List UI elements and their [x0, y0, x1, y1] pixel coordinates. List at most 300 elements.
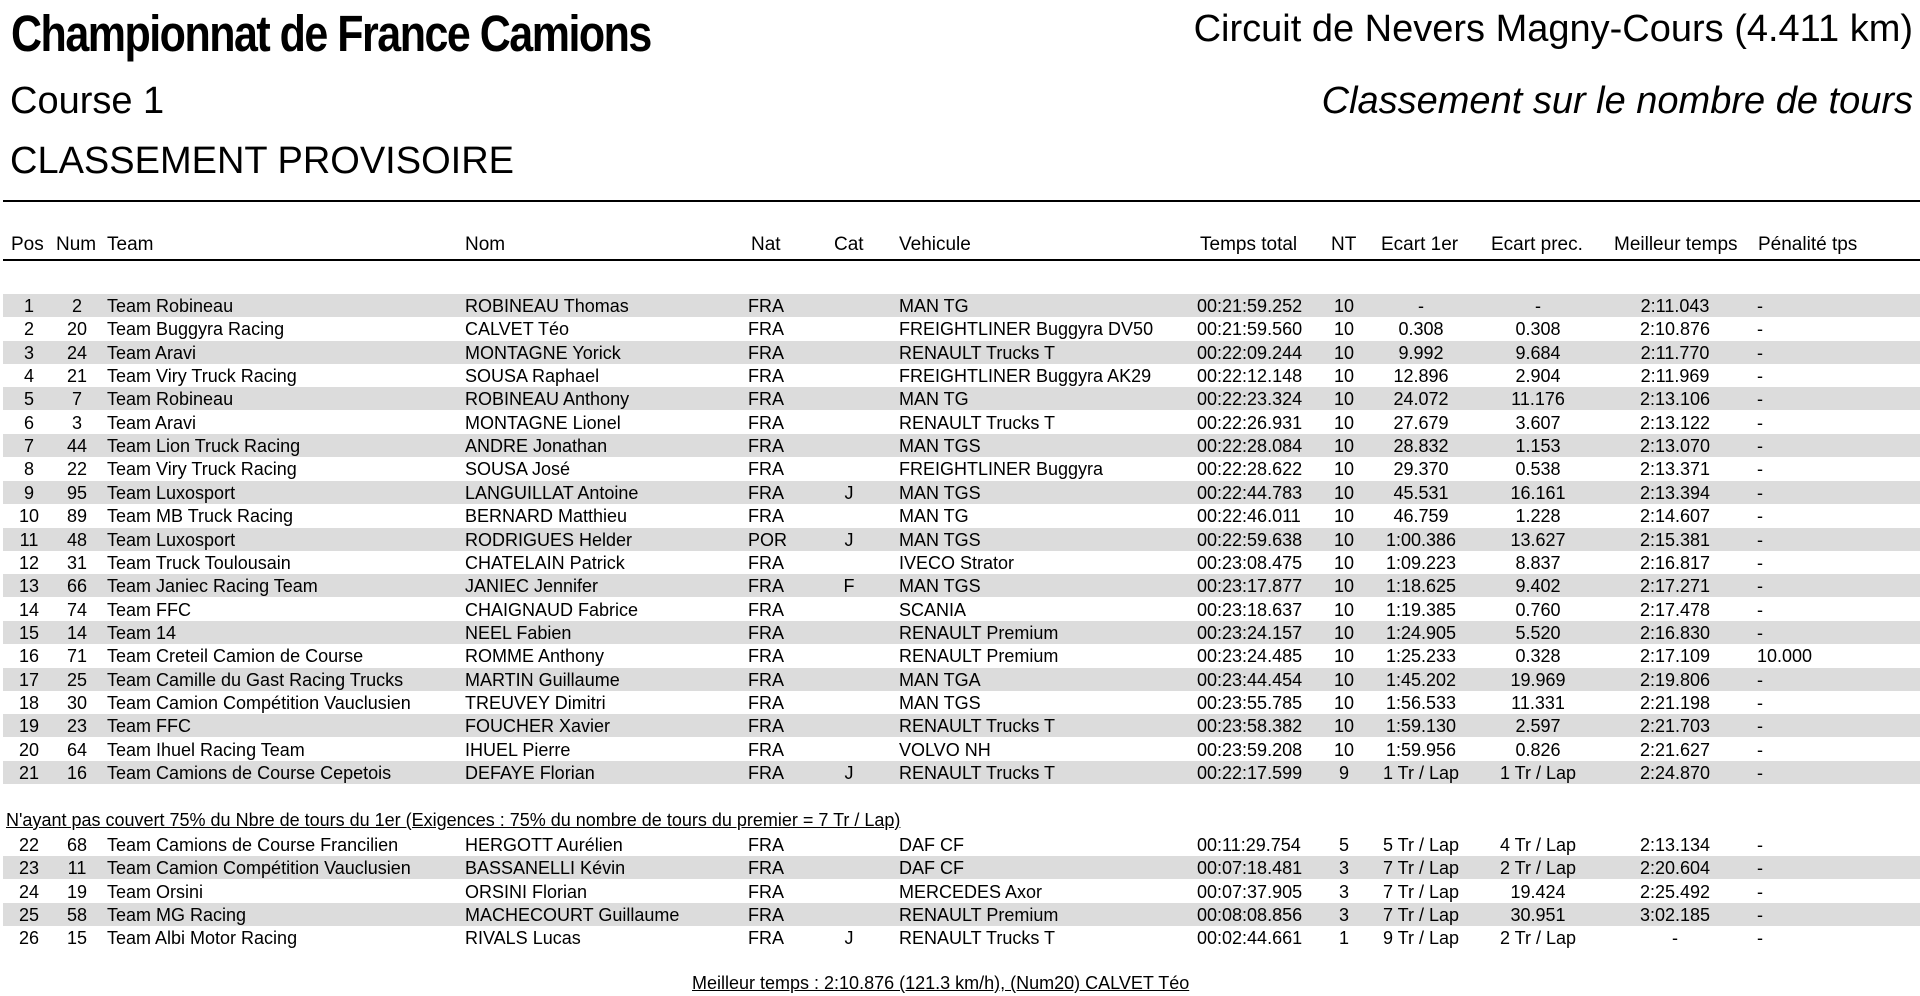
cell-ecart1: 1:18.625 [1385, 576, 1457, 597]
cell-vehicule: IVECO Strator [899, 552, 1015, 573]
cell-vehicule: MAN TGA [899, 669, 981, 690]
table-row [3, 364, 1920, 387]
cell-ecart1: 0.308 [1398, 319, 1444, 340]
table-row [3, 411, 1920, 434]
cell-nom: SOUSA José [465, 459, 571, 480]
cell-vehicule: RENAULT Trucks T [899, 928, 1056, 949]
cell-nat: FRA [748, 599, 784, 620]
table-row [3, 341, 1920, 364]
cell-meilleur: 2:14.607 [1639, 506, 1711, 527]
cell-pos: 21 [18, 763, 40, 783]
cell-ecartp: 2.597 [1515, 716, 1561, 737]
cell-meilleur: 2:24.870 [1639, 763, 1711, 783]
cell-nat: FRA [748, 622, 784, 643]
cell-pos: 1 [23, 296, 35, 316]
table-row [3, 903, 1920, 926]
cell-temps: 00:22:44.783 [1197, 482, 1303, 503]
cell-ecart1: 9 Tr / Lap [1382, 928, 1460, 949]
cell-nt: 10 [1333, 436, 1355, 457]
cell-pos: 17 [18, 669, 40, 690]
col-nt: NT [1331, 234, 1357, 255]
cell-ecartp: 16.161 [1510, 482, 1566, 503]
cell-nat: FRA [748, 506, 784, 527]
cell-temps: 00:22:12.148 [1197, 366, 1303, 387]
cell-team: Team Camion Compétition Vauclusien [107, 692, 411, 713]
table-row [3, 856, 1920, 879]
cell-temps: 00:11:29.754 [1197, 835, 1301, 855]
cell-pos: 8 [23, 459, 35, 480]
cell-nt: 10 [1333, 389, 1355, 410]
cell-nom: CHAIGNAUD Fabrice [465, 599, 639, 620]
cell-ecart1: 7 Tr / Lap [1382, 905, 1460, 926]
cell-nt: 5 [1338, 835, 1350, 855]
cell-nat: FRA [748, 763, 784, 783]
cell-temps: 00:23:44.454 [1197, 669, 1303, 690]
cell-pos: 11 [19, 529, 39, 550]
cell-vehicule: RENAULT Trucks T [899, 763, 1056, 783]
cell-ecartp: - [1535, 296, 1541, 316]
cell-pos: 2 [23, 319, 35, 340]
cell-ecartp: 11.331 [1511, 692, 1565, 713]
not-classified-note: N'ayant pas couvert 75% du Nbre de tours du 1er (Exigences : 75% du nombre de tours du premier = 7 Tr / Lap) [6, 810, 901, 830]
cell-num: 21 [66, 366, 88, 387]
cell-penalite: - [1757, 739, 1763, 760]
cell-meilleur: 2:10.876 [1639, 319, 1711, 340]
cell-num: 20 [66, 319, 88, 340]
table-row [3, 668, 1920, 691]
cell-ecartp: 0.826 [1515, 739, 1561, 760]
table-row [3, 926, 1920, 949]
cell-ecartp: 0.760 [1515, 599, 1561, 620]
col-team: Team [107, 234, 154, 255]
cell-ecart1: 46.759 [1393, 506, 1449, 527]
cell-vehicule: MAN TGS [899, 529, 981, 550]
table-row [3, 714, 1920, 737]
cell-team: Team FFC [107, 716, 192, 737]
table-row [3, 387, 1920, 410]
table-row [3, 317, 1920, 340]
cell-pos: 20 [18, 739, 40, 760]
cell-vehicule: DAF CF [899, 835, 964, 855]
cell-temps: 00:22:26.931 [1197, 412, 1303, 433]
cell-nom: ANDRE Jonathan [465, 436, 608, 457]
cell-vehicule: FREIGHTLINER Buggyra DV50 [899, 319, 1154, 340]
cell-ecart1: 27.679 [1393, 412, 1449, 433]
cell-num: 15 [66, 928, 88, 949]
cell-temps: 00:22:28.622 [1197, 459, 1303, 480]
cell-ecart1: 7 Tr / Lap [1382, 881, 1460, 902]
cell-pos: 7 [23, 436, 35, 457]
cell-num: 14 [66, 622, 88, 643]
cell-ecartp: 0.538 [1515, 459, 1561, 480]
cell-penalite: - [1757, 482, 1763, 503]
cell-temps: 00:23:18.637 [1197, 599, 1303, 620]
table-row [3, 598, 1920, 621]
col-vehicule: Vehicule [899, 234, 971, 255]
cell-team: Team Ihuel Racing Team [107, 739, 305, 760]
cell-pos: 26 [18, 928, 40, 949]
cell-nt: 3 [1338, 905, 1350, 926]
cell-pos: 15 [18, 622, 40, 643]
cell-num: 3 [71, 412, 83, 433]
cell-temps: 00:22:09.244 [1197, 342, 1303, 363]
cell-pos: 12 [18, 552, 40, 573]
cell-vehicule: RENAULT Trucks T [899, 412, 1056, 433]
cell-ecartp: 2.904 [1515, 366, 1561, 387]
cell-nt: 10 [1333, 552, 1355, 573]
cell-ecartp: 2 Tr / Lap [1499, 928, 1577, 949]
cell-nom: BERNARD Matthieu [465, 506, 628, 527]
table-row [3, 457, 1920, 480]
cell-team: Team MG Racing [107, 905, 247, 926]
cell-nt: 10 [1333, 366, 1355, 387]
cell-vehicule: RENAULT Trucks T [899, 342, 1056, 363]
cell-pos: 18 [18, 692, 40, 713]
cell-team: Team Viry Truck Racing [107, 459, 297, 480]
cell-penalite: - [1757, 366, 1763, 387]
cell-ecartp: 9.684 [1515, 342, 1561, 363]
cell-temps: 00:23:55.785 [1197, 692, 1303, 713]
cell-num: 19 [66, 881, 88, 902]
cell-nom: NEEL Fabien [465, 622, 572, 643]
cell-penalite: - [1757, 412, 1763, 433]
cell-nt: 9 [1338, 763, 1350, 783]
table-row [3, 294, 1920, 317]
cell-temps: 00:23:59.208 [1197, 739, 1303, 760]
cell-nat: FRA [748, 342, 784, 363]
cell-nom: ORSINI Florian [465, 881, 588, 902]
cell-meilleur: 3:02.185 [1639, 905, 1711, 926]
cell-nat: FRA [748, 436, 784, 457]
cell-nom: MARTIN Guillaume [465, 669, 620, 690]
cell-vehicule: MAN TGS [899, 692, 981, 713]
cell-vehicule: RENAULT Premium [899, 622, 1059, 643]
cell-meilleur: 2:21.198 [1639, 692, 1711, 713]
cell-meilleur: 2:17.109 [1639, 646, 1711, 667]
cell-nom: MONTAGNE Yorick [465, 342, 621, 363]
table-row [3, 574, 1920, 597]
cell-nom: FOUCHER Xavier [465, 716, 611, 737]
cell-temps: 00:21:59.252 [1197, 296, 1303, 316]
cell-ecart1: 1:59.130 [1385, 716, 1457, 737]
cell-nat: FRA [748, 928, 784, 949]
cell-meilleur: - [1672, 928, 1678, 949]
table-row [3, 481, 1920, 504]
cell-penalite: - [1757, 599, 1763, 620]
cell-ecart1: 29.370 [1393, 459, 1449, 480]
table-row [3, 833, 1920, 856]
cell-pos: 9 [23, 482, 35, 503]
cell-pos: 4 [23, 366, 35, 387]
cell-temps: 00:23:24.485 [1197, 646, 1303, 667]
cell-meilleur: 2:11.770 [1640, 342, 1710, 363]
cell-num: 11 [67, 858, 87, 879]
cell-team: Team Janiec Racing Team [107, 576, 318, 597]
cell-vehicule: DAF CF [899, 858, 964, 879]
table-row [3, 551, 1920, 574]
cell-nat: FRA [748, 905, 784, 926]
cell-temps: 00:08:08.856 [1197, 905, 1303, 926]
table-row [3, 528, 1920, 551]
cell-temps: 00:23:17.877 [1197, 576, 1303, 597]
cell-ecartp: 9.402 [1515, 576, 1561, 597]
cell-ecartp: 11.176 [1511, 389, 1565, 410]
cell-num: 68 [66, 835, 88, 855]
cell-num: 48 [66, 529, 88, 550]
cell-num: 30 [66, 692, 88, 713]
cell-nt: 10 [1333, 482, 1355, 503]
cell-meilleur: 2:13.394 [1639, 482, 1711, 503]
cell-team: Team Luxosport [107, 482, 236, 503]
table-row [3, 761, 1920, 784]
cell-meilleur: 2:16.830 [1639, 622, 1711, 643]
cell-nat: FRA [748, 716, 784, 737]
cell-cat: J [844, 529, 854, 550]
cell-penalite: - [1757, 552, 1763, 573]
cell-meilleur: 2:13.070 [1639, 436, 1711, 457]
cell-nom: BASSANELLI Kévin [465, 858, 626, 879]
cell-nom: ROBINEAU Thomas [465, 296, 629, 316]
table-row [3, 738, 1920, 761]
cell-team: Team MB Truck Racing [107, 506, 294, 527]
cell-penalite: - [1757, 389, 1763, 410]
cell-penalite: - [1757, 905, 1763, 926]
cell-nom: RIVALS Lucas [465, 928, 581, 949]
cell-nat: POR [748, 529, 788, 550]
cell-vehicule: MAN TGS [899, 482, 981, 503]
cell-nom: ROBINEAU Anthony [465, 389, 630, 410]
cell-vehicule: FREIGHTLINER Buggyra [899, 459, 1104, 480]
cell-ecartp: 8.837 [1515, 552, 1561, 573]
cell-nom: MONTAGNE Lionel [465, 412, 621, 433]
cell-nt: 10 [1333, 296, 1355, 316]
cell-vehicule: FREIGHTLINER Buggyra AK29 [899, 366, 1152, 387]
classification-status: CLASSEMENT PROVISOIRE [10, 140, 514, 182]
cell-ecartp: 1 Tr / Lap [1499, 763, 1577, 783]
cell-num: 25 [66, 669, 88, 690]
cell-num: 89 [66, 506, 88, 527]
cell-ecart1: 7 Tr / Lap [1382, 858, 1460, 879]
cell-team: Team Camille du Gast Racing Trucks [107, 669, 404, 690]
cell-nt: 10 [1333, 622, 1355, 643]
cell-penalite: - [1757, 622, 1763, 643]
cell-pos: 16 [18, 646, 40, 667]
cell-team: Team Aravi [107, 342, 197, 363]
cell-cat: J [844, 763, 854, 783]
race-name: Course 1 [10, 80, 165, 122]
cell-ecartp: 1.153 [1515, 436, 1561, 457]
cell-penalite: - [1757, 506, 1763, 527]
cell-nat: FRA [748, 669, 784, 690]
col-ecart1: Ecart 1er [1381, 234, 1459, 255]
cell-vehicule: MERCEDES Axor [899, 881, 1043, 902]
header-divider [3, 259, 1920, 261]
cell-num: 66 [66, 576, 88, 597]
cell-ecart1: 1:19.385 [1385, 599, 1457, 620]
table-row [3, 644, 1920, 667]
cell-penalite: - [1757, 342, 1763, 363]
cell-nat: FRA [748, 296, 784, 316]
col-cat: Cat [834, 234, 864, 255]
cell-nat: FRA [748, 366, 784, 387]
cell-ecart1: 1:00.386 [1385, 529, 1457, 550]
cell-num: 71 [66, 646, 88, 667]
cell-team: Team Creteil Camion de Course [107, 646, 364, 667]
cell-penalite: - [1757, 928, 1763, 949]
cell-nat: FRA [748, 482, 784, 503]
championship-title: Championnat de France Camions [11, 6, 651, 63]
cell-ecart1: 45.531 [1393, 482, 1449, 503]
cell-nt: 10 [1333, 342, 1355, 363]
cell-team: Team Camions de Course Francilien [107, 835, 399, 855]
cell-nt: 10 [1333, 412, 1355, 433]
cell-nat: FRA [748, 389, 784, 410]
cell-nt: 10 [1333, 506, 1355, 527]
cell-temps: 00:22:46.011 [1197, 506, 1301, 527]
cell-ecartp: 5.520 [1515, 622, 1561, 643]
cell-nat: FRA [748, 459, 784, 480]
cell-meilleur: 2:17.271 [1639, 576, 1711, 597]
cell-pos: 14 [18, 599, 40, 620]
cell-nat: FRA [748, 881, 784, 902]
cell-nom: HERGOTT Aurélien [465, 835, 623, 855]
cell-pos: 24 [18, 881, 40, 902]
cell-nom: LANGUILLAT Antoine [465, 482, 639, 503]
table-row [3, 504, 1920, 527]
cell-ecart1: 1:59.956 [1385, 739, 1457, 760]
cell-nt: 10 [1333, 599, 1355, 620]
cell-team: Team Robineau [107, 389, 234, 410]
cell-temps: 00:23:24.157 [1197, 622, 1303, 643]
circuit-name: Circuit de Nevers Magny-Cours (4.411 km) [1193, 8, 1913, 50]
cell-nom: JANIEC Jennifer [465, 576, 599, 597]
cell-cat: J [844, 928, 854, 949]
col-nat: Nat [751, 234, 781, 255]
cell-num: 22 [66, 459, 88, 480]
cell-pos: 3 [23, 342, 35, 363]
cell-temps: 00:21:59.560 [1197, 319, 1303, 340]
cell-ecartp: 2 Tr / Lap [1499, 858, 1577, 879]
cell-ecart1: - [1418, 296, 1424, 316]
cell-ecartp: 3.607 [1515, 412, 1561, 433]
cell-num: 7 [71, 389, 83, 410]
cell-meilleur: 2:21.703 [1639, 716, 1711, 737]
cell-ecartp: 19.969 [1510, 669, 1566, 690]
cell-vehicule: VOLVO NH [899, 739, 991, 760]
cell-penalite: - [1757, 529, 1763, 550]
cell-penalite: - [1757, 881, 1763, 902]
cell-ecart1: 1:25.233 [1385, 646, 1457, 667]
cell-pos: 5 [23, 389, 35, 410]
cell-nat: FRA [748, 858, 784, 879]
cell-num: 31 [66, 552, 88, 573]
cell-nt: 3 [1338, 881, 1350, 902]
cell-nat: FRA [748, 835, 784, 855]
cell-penalite: - [1757, 296, 1763, 316]
cell-nat: FRA [748, 412, 784, 433]
cell-ecartp: 4 Tr / Lap [1499, 835, 1577, 855]
cell-ecartp: 0.328 [1515, 646, 1561, 667]
cell-team: Team Luxosport [107, 529, 236, 550]
col-ecartp: Ecart prec. [1491, 234, 1583, 255]
cell-num: 2 [71, 296, 83, 316]
cell-temps: 00:22:23.324 [1197, 389, 1303, 410]
table-row [3, 434, 1920, 457]
cell-vehicule: MAN TGS [899, 576, 981, 597]
cell-pos: 25 [18, 905, 40, 926]
cell-team: Team Truck Toulousain [107, 552, 291, 573]
cell-ecartp: 19.424 [1510, 881, 1566, 902]
cell-penalite: - [1757, 669, 1763, 690]
cell-ecart1: 1:24.905 [1385, 622, 1457, 643]
cell-nt: 10 [1333, 646, 1355, 667]
cell-temps: 00:07:18.481 [1197, 858, 1303, 879]
cell-penalite: - [1757, 436, 1763, 457]
cell-ecartp: 1.228 [1515, 506, 1561, 527]
cell-nt: 10 [1333, 459, 1355, 480]
col-meilleur: Meilleur temps [1614, 234, 1738, 255]
cell-num: 16 [66, 763, 88, 783]
cell-pos: 22 [18, 835, 40, 855]
table-row [3, 621, 1920, 644]
top-divider [3, 200, 1920, 202]
cell-nat: FRA [748, 739, 784, 760]
cell-team: Team Camions de Course Cepetois [107, 763, 392, 783]
cell-meilleur: 2:11.043 [1640, 296, 1710, 316]
cell-ecart1: 28.832 [1393, 436, 1449, 457]
cell-nt: 10 [1333, 692, 1355, 713]
cell-meilleur: 2:19.806 [1639, 669, 1711, 690]
cell-pos: 23 [18, 858, 40, 879]
cell-cat: F [843, 576, 855, 597]
best-lap-summary: Meilleur temps : 2:10.876 (121.3 km/h), (Num20) CALVET Téo [692, 973, 1190, 993]
cell-num: 44 [66, 436, 88, 457]
cell-team: Team Orsini [107, 881, 204, 902]
cell-temps: 00:07:37.905 [1197, 881, 1303, 902]
cell-team: Team Buggyra Racing [107, 319, 285, 340]
cell-meilleur: 2:16.817 [1639, 552, 1711, 573]
cell-meilleur: 2:20.604 [1639, 858, 1711, 879]
cell-pos: 13 [18, 576, 40, 597]
cell-meilleur: 2:13.371 [1639, 459, 1711, 480]
cell-meilleur: 2:21.627 [1639, 739, 1711, 760]
cell-nom: MACHECOURT Guillaume [465, 905, 680, 926]
cell-penalite: - [1757, 692, 1763, 713]
cell-ecart1: 24.072 [1393, 389, 1449, 410]
table-row [3, 691, 1920, 714]
cell-pos: 10 [18, 506, 40, 527]
cell-temps: 00:02:44.661 [1197, 928, 1303, 949]
cell-penalite: - [1757, 716, 1763, 737]
cell-meilleur: 2:15.381 [1639, 529, 1711, 550]
cell-nom: IHUEL Pierre [465, 739, 571, 760]
cell-nt: 10 [1333, 716, 1355, 737]
cell-nt: 10 [1333, 739, 1355, 760]
cell-vehicule: MAN TG [899, 296, 969, 316]
cell-vehicule: MAN TGS [899, 436, 981, 457]
cell-ecart1: 1:09.223 [1385, 552, 1457, 573]
cell-nt: 10 [1333, 529, 1355, 550]
cell-nom: CALVET Téo [465, 319, 570, 340]
col-num: Num [56, 234, 97, 255]
col-penalite: Pénalité tps [1758, 234, 1858, 255]
cell-vehicule: RENAULT Premium [899, 905, 1059, 926]
cell-meilleur: 2:17.478 [1639, 599, 1711, 620]
cell-nat: FRA [748, 576, 784, 597]
cell-nt: 1 [1338, 928, 1350, 949]
cell-nom: ROMME Anthony [465, 646, 605, 667]
cell-num: 24 [66, 342, 88, 363]
